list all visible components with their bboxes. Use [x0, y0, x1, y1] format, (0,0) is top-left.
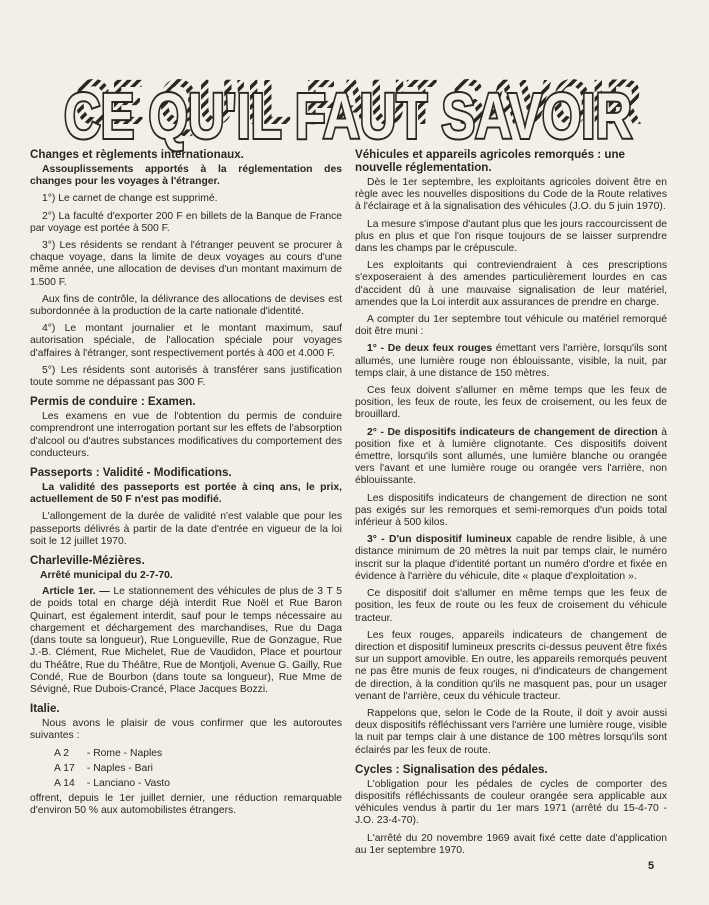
section-passeports: [30, 466, 342, 548]
paragraph: Rappelons que, selon le Code de la Route, il doit y avoir aussi deux dispositifs réfléchissant vers l'arrière une lumière rouge, visible la nuit par temps clair à une distance de 100 mètres lorsqu'ils sont éclairés par les feux de route.: [355, 707, 667, 756]
paragraph: Nous avons le plaisir de vous confirmer que les autoroutes suivantes :: [30, 718, 342, 742]
item-heading: 2° - De dispositifs indicateurs de changement de direction: [367, 426, 658, 438]
item-text: capable de rendre lisible, à une distance minimum de 20 mètres la nuit par temps clair, le numéro inscrit sur la plaque d'identité portant un numéro d'ordre et fixée en évidence à l'arrière du véhicule, dite « plaque d'exploitation ».: [355, 534, 667, 582]
section-title: Charleville-Mézières.: [30, 554, 145, 568]
route-item: [54, 748, 342, 760]
item-text: à position fixe et à lumière clignotante. Ces dispositifs doivent émettre, lorsqu'ils sont allumés, une lumière blanche ou orangée vers l'avant et une lumière rouge ou orangée vers l'arrière, non éblouissante.: [355, 426, 667, 487]
article-label: Article 1er. —: [42, 586, 110, 598]
item-heading: 3° - D'un dispositif lumineux: [367, 534, 512, 546]
paragraph: Les exploitants qui contreviendraient à ces prescriptions s'exposeraient à des amendes particulièrement lourdes en cas d'accident dû à une mauvaise signalisation de leur matériel, amendes que la Loi interdit aux assurances de prendre en charge.: [355, 260, 667, 308]
section-lead: Assouplissements apportés à la réglementation des changes pour les voyages à l'étranger.: [30, 164, 342, 188]
paragraph: 4°) Le montant journalier et le montant maximum, sauf autorisation spéciale, de l'allocation spéciale pour voyages d'affaires à l'étranger, sont respectivement portés à 400 et 4.000 F.: [30, 323, 342, 359]
paragraph: 2°) La faculté d'exporter 200 F en billets de la Banque de France par voyage est portée à 500 F.: [30, 210, 342, 234]
section-title: Italie.: [30, 702, 60, 716]
section-lead: La validité des passeports est portée à cinq ans, le prix, actuellement de 50 F n'est pas modifié.: [30, 482, 342, 506]
item-text: émettant vers l'arrière, lorsqu'ils sont allumés, une lumière rouge non éblouissante, visible, la nuit, par temps clair, à une distance de 150 mètres.: [355, 343, 667, 379]
banner-shadow: CE QU'IL FAUT SAVOIR: [74, 66, 642, 138]
section-cycles: [355, 763, 667, 857]
paragraph: Les dispositifs indicateurs de changement de direction ne sont pas exigés sur les remorques et semi-remorques d'un poids total inférieur à 500 kilos.: [355, 492, 667, 529]
banner-text: CE QU'IL FAUT SAVOIR: [64, 80, 632, 152]
route-code: A 17: [54, 762, 75, 774]
section-changes: [30, 148, 342, 389]
paragraph: La mesure s'impose d'autant plus que les jours raccourcissent de plus en plus et que l'on risque toujours de se laisser surprendre dans les champs par le crépuscule.: [355, 218, 667, 255]
section-italie: [30, 702, 342, 817]
route-name: - Lanciano - Vasto: [86, 777, 171, 789]
section-vehicules-agricoles: [355, 148, 667, 757]
route-code: A 2: [54, 747, 69, 759]
paragraph: L'arrêté du 20 novembre 1969 avait fixé cette date d'application au 1er septembre 1970.: [355, 832, 667, 856]
section-title: Cycles : Signalisation des pédales.: [355, 762, 548, 776]
paragraph: offrent, depuis le 1er juillet dernier, une réduction remarquable d'environ 50 % aux automobilistes étrangers.: [30, 793, 342, 817]
left-column: [30, 148, 342, 824]
paragraph: Les feux rouges, appareils indicateurs de changement de direction et dispositif lumineux prescrits ci-dessus peuvent être fixés sur un support amovible. En outre, les appareils remorqués peuvent ne pas être munis de feux rouges, ni d'indicateurs de changement de direction, à la condition qu'ils ne masquent pas, pour un usager venant de l'arrière, ceux du véhicule tracteur.: [355, 629, 667, 702]
section-title: Véhicules et appareils agricoles remorqués : une nouvelle réglementation.: [355, 148, 625, 174]
paragraph: Ces feux doivent s'allumer en même temps que les feux de position, les feux de route, les feux de croisement, ou les feux de brouillard.: [355, 385, 667, 421]
paragraph: Les examens en vue de l'obtention du permis de conduire comprendront une interrogation portant sur les effets de l'absorption d'alcool ou d'autres substances modificatives du comportement des conducteurs.: [30, 411, 342, 459]
route-name: - Naples - Bari: [86, 762, 153, 774]
item-paragraph: [355, 534, 667, 583]
section-charleville: [30, 554, 342, 696]
banner-title: [58, 44, 658, 156]
route-item: [54, 778, 342, 790]
paragraph: Dès le 1er septembre, les exploitants agricoles doivent être en règle avec les nouvelles dispositions du Code de la Route relatives à l'éclairage et à la signalisation des véhicules (J.O. du 5 juin 1970).: [355, 177, 667, 213]
section-title: Permis de conduire : Examen.: [30, 395, 196, 409]
section-title: Changes et règlements internationaux.: [30, 148, 244, 161]
page-number: 5: [648, 860, 655, 872]
paragraph: Ce dispositif doit s'allumer en même temps que les feux de position, les feux de route ou les feux de croisement du véhicule tracteur.: [355, 588, 667, 624]
section-subtitle: Arrêté municipal du 2-7-70.: [40, 570, 173, 582]
section-title: Passeports : Validité - Modifications.: [30, 466, 232, 480]
article-paragraph: [30, 586, 342, 696]
paragraph: A compter du 1er septembre tout véhicule ou matériel remorqué doit être muni :: [355, 314, 667, 338]
article-text: Le stationnement des véhicules de plus de 3 T 5 de poids total en charge déjà interdit Rue Noël et Rue Baron Quinart, est également interdit, sauf pour le temps nécessaire au chargement et déchargement des marchandises, Rue du Daga (dans toute sa longueur), Rue Longueville, Rue de Gonzague, Rue J.-B. Clément, Rue Michelet, Rue de Vaudidon, Place et pourtour du Théâtre, Rue du Théâtre, Rue de Montjoli, Avenue G. Gailly, Rue Condé, Rue de Bourbon (dans toute sa longueur), Rue Mme de Sévigné, Rue Dubois-Crancé, Place Jacques Bozzi.: [30, 586, 342, 695]
section-permis: [30, 395, 342, 460]
paragraph: Aux fins de contrôle, la délivrance des allocations de devises est subordonnée à la production de la carte nationale d'identité.: [30, 293, 342, 318]
paragraph: 5°) Les résidents sont autorisés à transférer sans justification toute somme ne dépassant pas 300 F.: [30, 364, 342, 389]
paragraph: 1°) Le carnet de change est supprimé.: [42, 193, 218, 205]
route-item: [54, 763, 342, 775]
paragraph: L'allongement de la durée de validité n'est valable que pour les passeports délivrés à partir de la date d'entrée en vigueur de la loi soit le 12 juillet 1970.: [30, 511, 342, 547]
route-name: - Rome - Naples: [86, 747, 163, 759]
right-column: [355, 148, 667, 863]
item-heading: 1° - De deux feux rouges: [367, 343, 493, 355]
paragraph: 3°) Les résidents se rendant à l'étranger peuvent se procurer à chaque voyage, dans la limite de deux voyages au cours d'une même année, une allocation de devises d'un montant maximum de 1.500 F.: [30, 240, 342, 288]
item-paragraph: [355, 343, 667, 380]
paragraph: L'obligation pour les pédales de cycles de comporter des dispositifs réfléchissants de couleur orangée sera applicable aux véhicules vendus à partir du 1er mars 1971 (arrêté du 15-4-70 - J.O. 23-4-70).: [355, 778, 667, 827]
route-code: A 14: [54, 777, 75, 789]
item-paragraph: [355, 427, 667, 488]
